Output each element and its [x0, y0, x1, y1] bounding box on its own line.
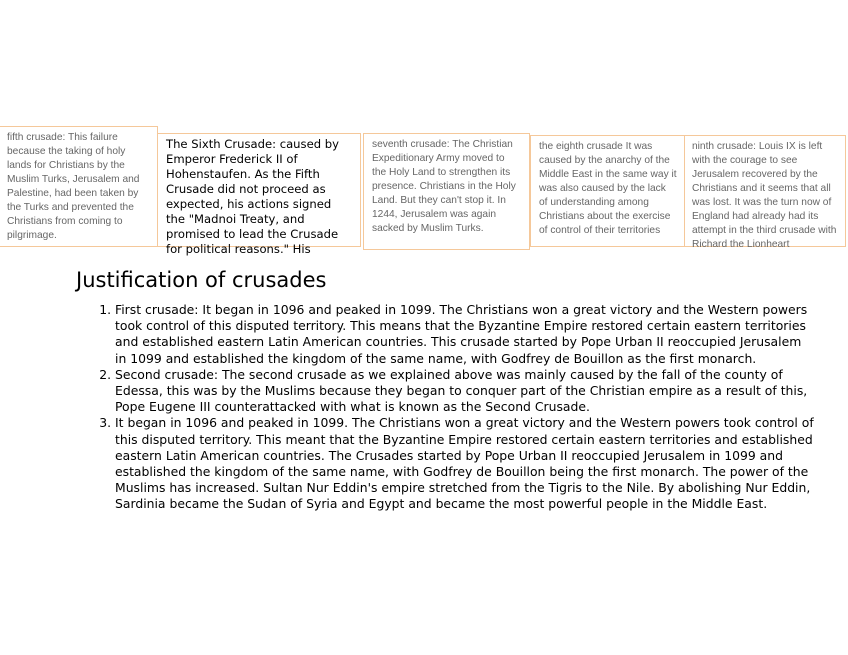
- sixth-crusade-card: [157, 133, 361, 256]
- list-item-first-crusade: 1. First crusade: It began in 1096 and peaked in 1099. The Christians won a great victory and the Western powers took control of this disputed territory. This means that the Byzantine Empire restored certain eastern territories and established eastern Latin American countries. This crusade started by Pope Urban II reoccupied Jerusalem in 1099 and established the kingdom of the same name, with Godfrey de Bouillon as the first monarch.: [115, 302, 815, 367]
- seventh-crusade-card: [363, 133, 530, 250]
- sixth-crusade-text: The Sixth Crusade: caused by Emperor Frederick II of Hohenstaufen. As the Fifth Crusade did not proceed as expected, his actions signed the "Madnoi Treaty, and promised to lead the Crusade for political reasons." His: [166, 137, 339, 256]
- fifth-crusade-card: [0, 126, 158, 247]
- fifth-crusade-text: fifth crusade: This failure because the taking of holy lands for Christians by the Muslim Turks, Jerusalem and Palestine, had been taken by the Turks and prevented the Christians from coming to pilgrimage.: [7, 132, 140, 241]
- eighth-crusade-text: the eighth crusade It was caused by the anarchy of the Middle East in the same way it was also caused by the lack of understanding among Christians about the exercise of control of their territories: [539, 141, 677, 236]
- section-title: Justification of crusades: [76, 268, 327, 292]
- seventh-crusade-text: seventh crusade: The Christian Expeditionary Army moved to the Holy Land to strengthen its presence. Christians in the Holy Land. But they can't stop it. In 1244, Jerusalem was again sacked by Muslim Turks.: [372, 139, 516, 234]
- list-item-third: 3. It began in 1096 and peaked in 1099. The Christians won a great victory and the Western powers took control of this disputed territory. This meant that the Byzantine Empire restored certain eastern territories and established eastern Latin American countries. The Crusades started by Pope Urban II reoccupied Jerusalem in 1099 and established the kingdom of the same name, with Godfrey de Bouillon being the first monarch. The power of the Muslims has increased. Sultan Nur Eddin's empire stretched from the Tigris to the Nile. By abolishing Nur Eddin, Sardinia became the Sudan of Syria and Egypt and became the most powerful people in the Middle East.: [115, 415, 815, 512]
- eighth-crusade-card: [530, 135, 685, 247]
- list-item-second-crusade: 2. Second crusade: The second crusade as we explained above was mainly caused by the fall of the county of Edessa, this was by the Muslims because they began to conquer part of the Christian empire as a result of this, Pope Eugene III counterattacked with what is known as the Second Crusade.: [115, 367, 815, 416]
- ninth-crusade-card: [684, 135, 846, 250]
- ninth-crusade-text: ninth crusade: Louis IX is left with the courage to see Jerusalem recovered by the Christians and it seems that all was lost. It was the turn now of England had already had its attempt in the third crusade with Richard the Lionheart: [692, 141, 837, 250]
- crusade-justification-list: [76, 302, 815, 513]
